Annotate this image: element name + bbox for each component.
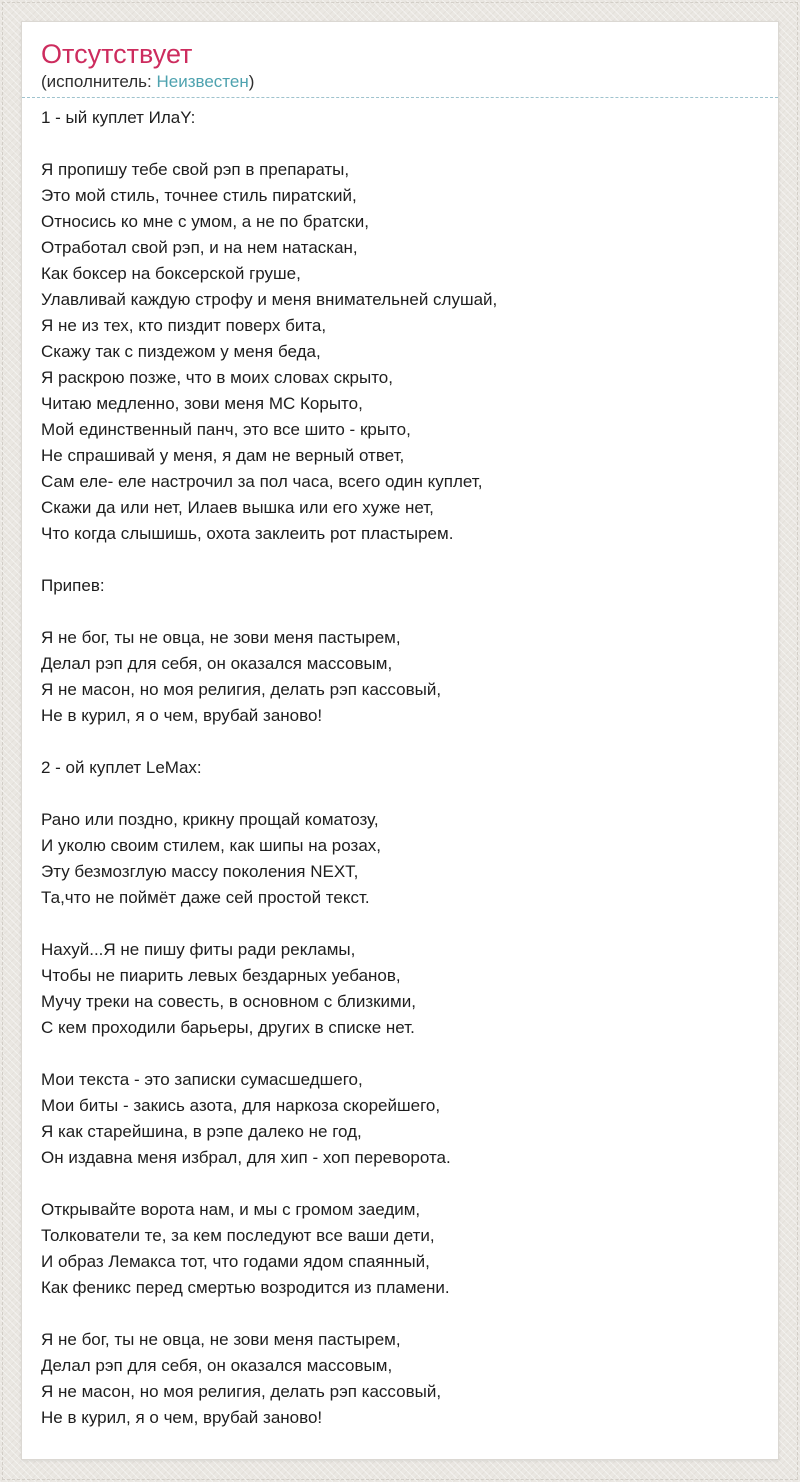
- song-header: [22, 22, 778, 98]
- lyric-line: Относись ко мне с умом, а не по братски,: [41, 212, 369, 231]
- lyric-line: И образ Лемакса тот, что годами ядом спаянный,: [41, 1252, 430, 1271]
- lyric-line: Я не масон, но моя религия, делать рэп кассовый,: [41, 680, 442, 699]
- lyric-line: Мои текста - это записки сумасшедшего,: [41, 1070, 363, 1089]
- lyric-line: [41, 1171, 758, 1197]
- lyric-line: 1 - ый куплет ИлаY:: [41, 108, 196, 127]
- lyric-line: Делал рэп для себя, он оказался массовым,: [41, 1356, 393, 1375]
- lyric-line: [41, 1301, 758, 1327]
- lyric-line: Рано или поздно, крикну прощай коматозу,: [41, 810, 379, 829]
- lyric-line: Мои биты - закись азота, для наркоза скорейшего,: [41, 1096, 441, 1115]
- lyric-line: 2 - ой куплет LeMax:: [41, 758, 202, 777]
- lyric-line: Эту безмозглую массу поколения NEXT,: [41, 862, 359, 881]
- lyric-line: Улавливай каждую строфу и меня внимательней слушай,: [41, 290, 498, 309]
- lyric-line: Я пропишу тебе свой рэп в препараты,: [41, 160, 350, 179]
- lyric-line: Отработал свой рэп, и на нем натаскан,: [41, 238, 358, 257]
- lyric-line: Мучу треки на совесть, в основном с близкими,: [41, 992, 416, 1011]
- lyric-line: Я не бог, ты не овца, не зови меня пастырем,: [41, 1330, 401, 1349]
- lyrics-text: [22, 105, 778, 1431]
- lyric-line: Открывайте ворота нам, и мы с громом заедим,: [41, 1200, 421, 1219]
- artist-link[interactable]: Неизвестен: [156, 72, 249, 91]
- lyric-line: Я не масон, но моя религия, делать рэп кассовый,: [41, 1382, 442, 1401]
- lyric-line: [41, 729, 758, 755]
- lyric-line: Я раскрою позже, что в моих словах скрыто,: [41, 368, 393, 387]
- lyric-line: Чтобы не пиарить левых бездарных уебанов,: [41, 966, 401, 985]
- lyric-line: Скажу так с пиздежом у меня беда,: [41, 342, 321, 361]
- lyric-line: Как феникс перед смертью возродится из пламени.: [41, 1278, 450, 1297]
- lyric-line: Та,что не поймёт даже сей простой текст.: [41, 888, 370, 907]
- lyric-line: Как боксер на боксерской груше,: [41, 264, 301, 283]
- lyric-line: Читаю медленно, зови меня MC Корыто,: [41, 394, 363, 413]
- lyric-line: [41, 781, 758, 807]
- lyric-line: [41, 599, 758, 625]
- lyric-line: [41, 547, 758, 573]
- lyric-line: [41, 131, 758, 157]
- lyric-line: Сам еле- еле настрочил за пол часа, всего один куплет,: [41, 472, 483, 491]
- lyric-line: И уколю своим стилем, как шипы на розах,: [41, 836, 381, 855]
- lyric-line: Не в курил, я о чем, врубай заново!: [41, 706, 323, 725]
- lyrics-card: [21, 21, 779, 1460]
- artist-line: [41, 71, 758, 93]
- lyric-line: [41, 911, 758, 937]
- lyric-line: Не в курил, я о чем, врубай заново!: [41, 1408, 323, 1427]
- lyric-line: Он издавна меня избрал, для хип - хоп переворота.: [41, 1148, 451, 1167]
- lyric-line: Мой единственный панч, это все шито - крыто,: [41, 420, 411, 439]
- lyric-line: Скажи да или нет, Илаев вышка или его хуже нет,: [41, 498, 434, 517]
- lyric-line: С кем проходили барьеры, других в списке нет.: [41, 1018, 415, 1037]
- lyric-line: Толкователи те, за кем последуют все ваши дети,: [41, 1226, 435, 1245]
- lyric-line: [41, 1041, 758, 1067]
- lyric-line: Это мой стиль, точнее стиль пиратский,: [41, 186, 357, 205]
- artist-label-prefix: (исполнитель:: [41, 72, 157, 91]
- lyric-line: Нахуй...Я не пишу фиты ради рекламы,: [41, 940, 356, 959]
- lyric-line: Я как старейшина, в рэпе далеко не год,: [41, 1122, 362, 1141]
- lyric-line: Не спрашивай у меня, я дам не верный ответ,: [41, 446, 405, 465]
- song-title: Отсутствует: [41, 39, 193, 69]
- lyric-line: Я не из тех, кто пиздит поверх бита,: [41, 316, 327, 335]
- artist-label-suffix: ): [248, 72, 255, 91]
- lyric-line: Припев:: [41, 576, 105, 595]
- lyric-line: Я не бог, ты не овца, не зови меня пастырем,: [41, 628, 401, 647]
- lyric-line: Делал рэп для себя, он оказался массовым,: [41, 654, 393, 673]
- lyric-line: Что когда слышишь, охота заклеить рот пластырем.: [41, 524, 454, 543]
